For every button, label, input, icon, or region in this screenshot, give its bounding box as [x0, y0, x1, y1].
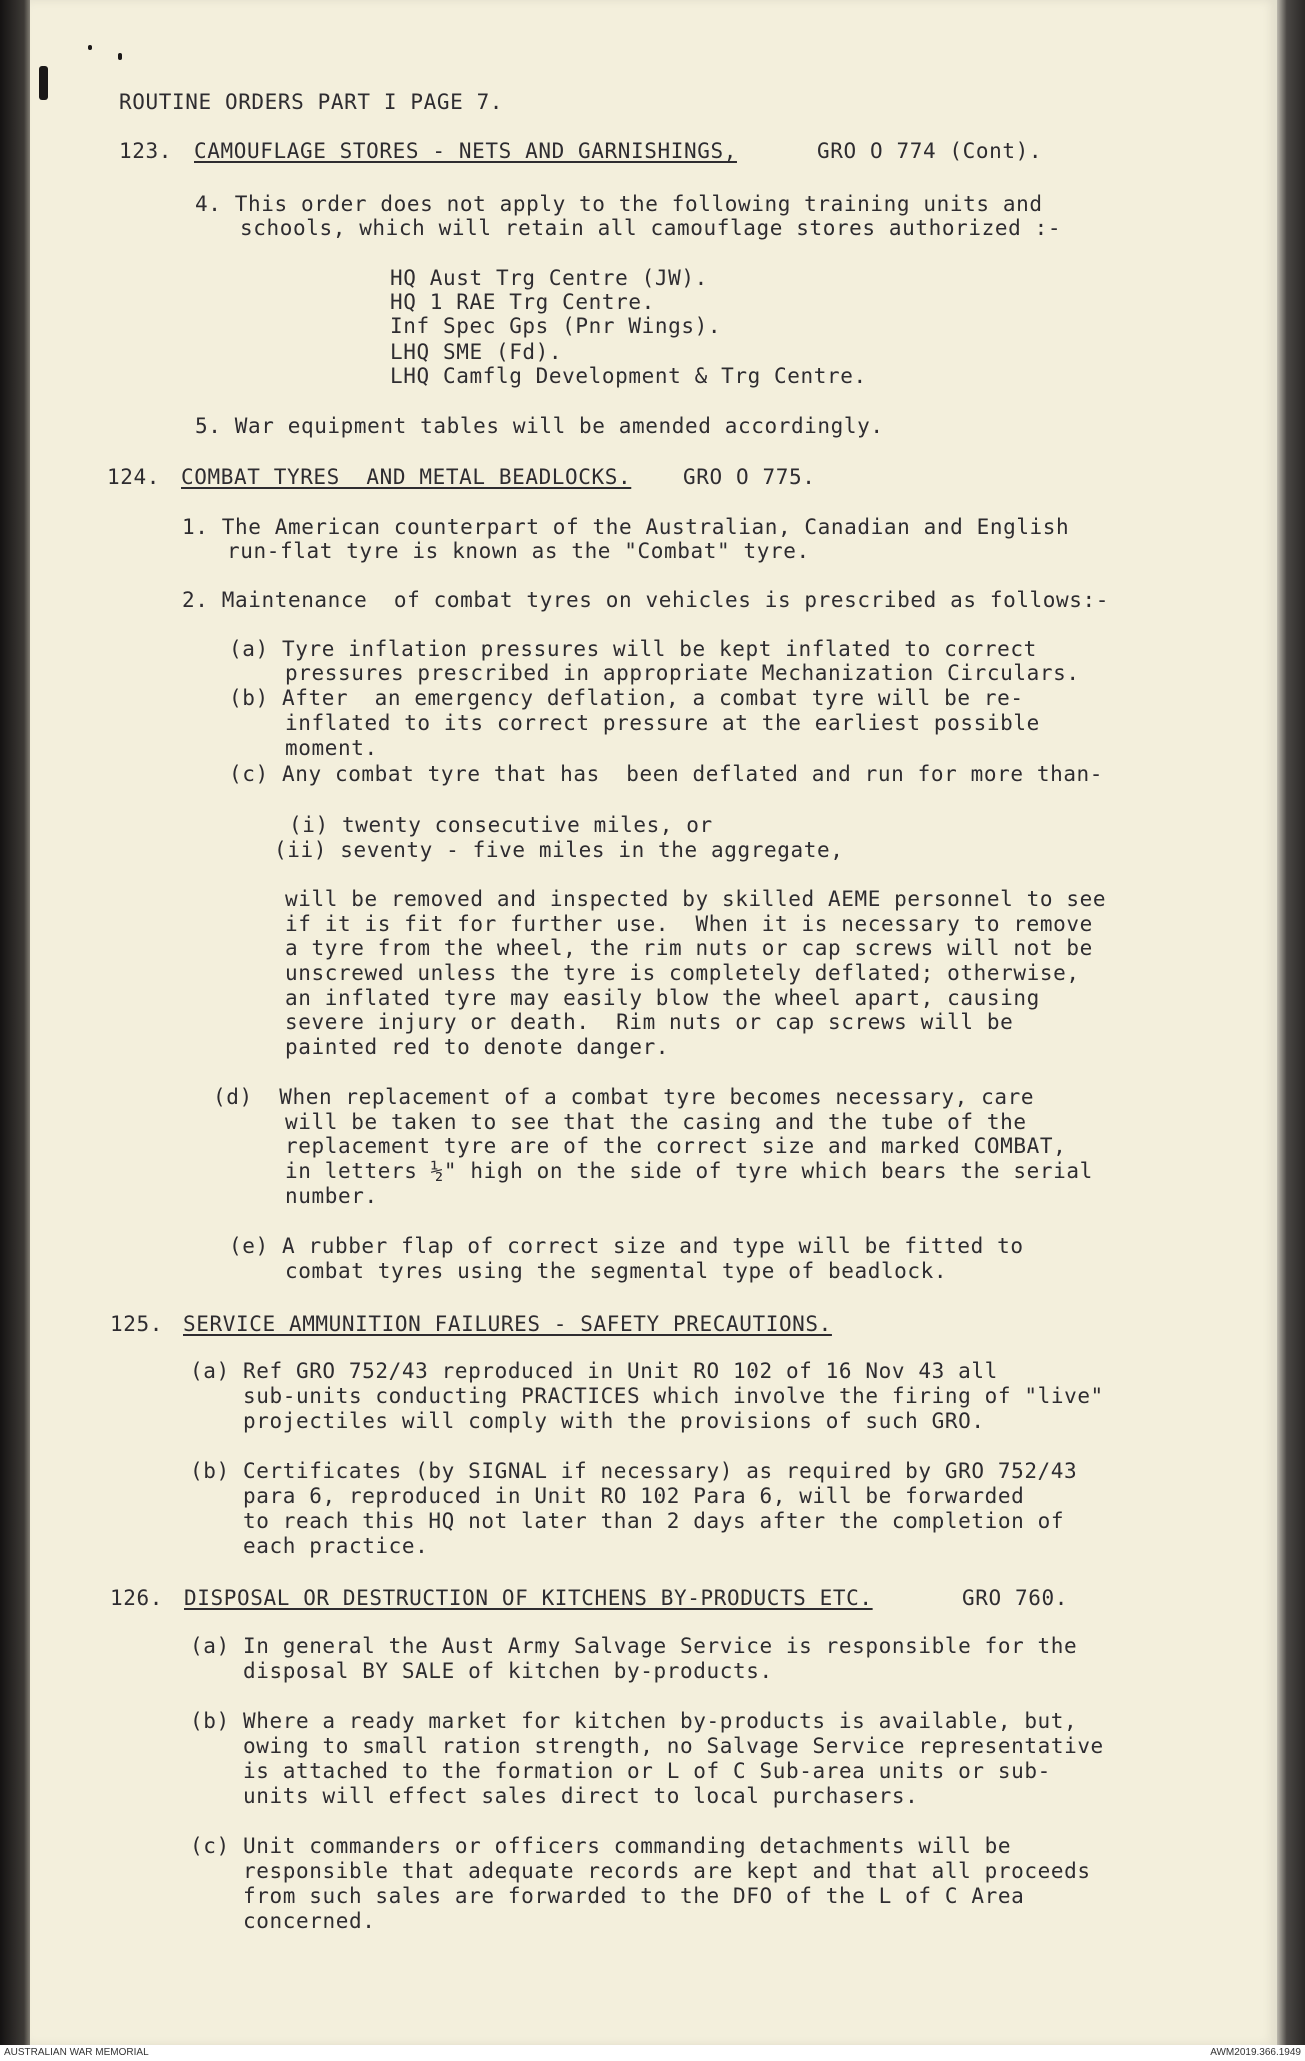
- section-123-ref: GRO O 774 (Cont).: [817, 139, 1043, 163]
- section-124-item-b-line: inflated to its correct pressure at the earliest possible: [285, 711, 1040, 735]
- section-126-item-a-line: disposal BY SALE of kitchen by-products.: [243, 1659, 773, 1683]
- section-124-title: COMBAT TYRES AND METAL BEADLOCKS.: [181, 465, 632, 489]
- archive-footer: [0, 2045, 1305, 2061]
- page-right-edge: [1277, 0, 1305, 2045]
- section-125-item-b-line: to reach this HQ not later than 2 days after the completion of: [243, 1509, 1065, 1533]
- section-124-item-d-line: number.: [285, 1184, 378, 1208]
- section-124-item-c-ii: (ii) seventy - five miles in the aggregate,: [274, 838, 844, 862]
- section-124-para1-line: run-flat tyre is known as the "Combat" tyre.: [227, 539, 810, 563]
- unit-list-item: Inf Spec Gps (Pnr Wings).: [390, 314, 722, 338]
- section-124-item-c-body: severe injury or death. Rim nuts or cap screws will be: [285, 1010, 1014, 1034]
- section-126-item-a-line: (a) In general the Aust Army Salvage Service is responsible for the: [190, 1634, 1078, 1658]
- section-124-item-c-line: (c) Any combat tyre that has been deflated and run for more than-: [229, 762, 1104, 786]
- section-123-para5: 5. War equipment tables will be amended accordingly.: [195, 414, 884, 438]
- section-124-item-c-body: an inflated tyre may easily blow the wheel apart, causing: [285, 986, 1040, 1010]
- footer-accession-number: AWM2019.366.1949: [1210, 2047, 1301, 2058]
- page-heading: ROUTINE ORDERS PART I PAGE 7.: [119, 90, 504, 114]
- binder-mark-dot: [118, 53, 122, 60]
- section-124-item-d-line: (d) When replacement of a combat tyre becomes necessary, care: [213, 1085, 1035, 1109]
- section-123-para4-line: 4. This order does not apply to the following training units and: [195, 192, 1043, 216]
- section-124-item-c-body: if it is fit for further use. When it is necessary to remove: [285, 912, 1093, 936]
- section-125-item-a-line: (a) Ref GRO 752/43 reproduced in Unit RO 102 of 16 Nov 43 all: [190, 1359, 998, 1383]
- section-124-item-e-line: combat tyres using the segmental type of beadlock.: [285, 1259, 948, 1283]
- binder-mark: [39, 66, 48, 100]
- unit-list-item: LHQ SME (Fd).: [390, 340, 563, 364]
- binder-mark-dot: [88, 45, 92, 50]
- section-126-item-b-line: units will effect sales direct to local purchasers.: [243, 1784, 919, 1808]
- section-124-item-b-line: moment.: [285, 736, 378, 760]
- section-126-ref: GRO 760.: [962, 1586, 1068, 1610]
- section-126-item-b-line: is attached to the formation or L of C Sub-area units or sub-: [243, 1759, 1051, 1783]
- section-125-item-a-line: projectiles will comply with the provisions of such GRO.: [243, 1409, 985, 1433]
- section-125-number: 125.: [110, 1312, 163, 1336]
- section-126-item-b-line: owing to small ration strength, no Salvage Service representative: [243, 1734, 1104, 1758]
- section-125-item-b-line: each practice.: [243, 1534, 429, 1558]
- section-126-item-c-line: concerned.: [243, 1909, 376, 1933]
- section-126-title: DISPOSAL OR DESTRUCTION OF KITCHENS BY-PRODUCTS ETC.: [184, 1586, 873, 1610]
- section-124-item-a-line: pressures prescribed in appropriate Mechanization Circulars.: [285, 661, 1080, 685]
- section-124-item-d-line: in letters ½" high on the side of tyre which bears the serial: [285, 1159, 1093, 1183]
- section-125-item-b-line: (b) Certificates (by SIGNAL if necessary) as required by GRO 752/43: [190, 1459, 1078, 1483]
- section-124-item-c-body: unscrewed unless the tyre is completely deflated; otherwise,: [285, 961, 1080, 985]
- section-124-item-c-body: painted red to denote danger.: [285, 1035, 670, 1059]
- section-124-item-b-line: (b) After an emergency deflation, a combat tyre will be re-: [229, 686, 1024, 710]
- section-123-para4-line: schools, which will retain all camouflage stores authorized :-: [240, 216, 1062, 240]
- section-126-item-c-line: from such sales are forwarded to the DFO of the L of C Area: [243, 1884, 1025, 1908]
- section-124-item-a-line: (a) Tyre inflation pressures will be kept inflated to correct: [229, 637, 1037, 661]
- section-126-number: 126.: [110, 1586, 163, 1610]
- section-125-item-b-line: para 6, reproduced in Unit RO 102 Para 6, will be forwarded: [243, 1484, 1025, 1508]
- section-124-para2: 2. Maintenance of combat tyres on vehicles is prescribed as follows:-: [182, 588, 1110, 612]
- footer-institution: AUSTRALIAN WAR MEMORIAL: [4, 2047, 149, 2058]
- unit-list-item: LHQ Camflg Development & Trg Centre.: [390, 364, 867, 388]
- section-124-item-c-i: (i) twenty consecutive miles, or: [289, 813, 713, 837]
- section-124-item-c-body: will be removed and inspected by skilled AEME personnel to see: [285, 887, 1107, 911]
- section-125-item-a-line: sub-units conducting PRACTICES which involve the firing of "live": [243, 1384, 1104, 1408]
- section-124-item-e-line: (e) A rubber flap of correct size and type will be fitted to: [229, 1234, 1024, 1258]
- section-126-item-c-line: responsible that adequate records are kept and that all proceeds: [243, 1859, 1091, 1883]
- section-125-title: SERVICE AMMUNITION FAILURES - SAFETY PRECAUTIONS.: [183, 1312, 832, 1336]
- section-123-number: 123.: [119, 139, 172, 163]
- section-124-item-c-body: a tyre from the wheel, the rim nuts or cap screws will not be: [285, 936, 1093, 960]
- section-124-para1-line: 1. The American counterpart of the Australian, Canadian and English: [182, 515, 1070, 539]
- section-123-title: CAMOUFLAGE STORES - NETS AND GARNISHINGS,: [194, 139, 737, 163]
- section-124-number: 124.: [107, 465, 160, 489]
- unit-list-item: HQ Aust Trg Centre (JW).: [390, 266, 708, 290]
- section-124-item-d-line: will be taken to see that the casing and the tube of the: [285, 1110, 1027, 1134]
- unit-list-item: HQ 1 RAE Trg Centre.: [390, 290, 655, 314]
- section-126-item-b-line: (b) Where a ready market for kitchen by-products is available, but,: [190, 1709, 1078, 1733]
- section-126-item-c-line: (c) Unit commanders or officers commanding detachments will be: [190, 1834, 1012, 1858]
- section-124-item-d-line: replacement tyre are of the correct size and marked COMBAT,: [285, 1134, 1067, 1158]
- section-124-ref: GRO O 775.: [683, 465, 816, 489]
